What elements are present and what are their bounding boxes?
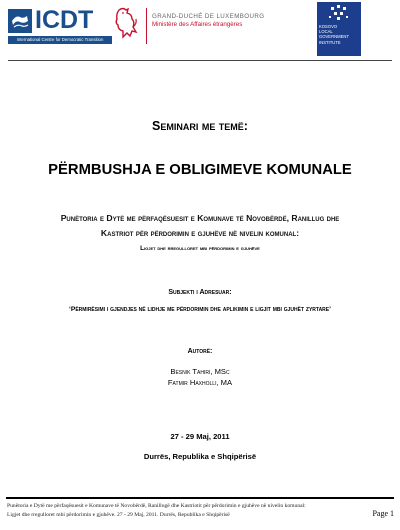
author-name: Besnik Tahiri, MSc [170, 367, 230, 376]
description-line: Kastriot për përdorimin e gjuhëve në nivelin komunal: [100, 228, 300, 238]
icdt-wordmark: ICDT [35, 6, 94, 34]
kosovo-line: INSTITUTE [319, 39, 341, 45]
kosovo-line: GOVERNMENT [319, 34, 350, 40]
luxembourg-lion-icon [113, 6, 139, 40]
kosovo-line: LOCAL [319, 29, 333, 35]
ministry-name: Ministère des Affaires étrangères [152, 21, 243, 28]
luxembourg-ministry-logo [152, 13, 264, 29]
globe-icon [8, 9, 32, 33]
seminar-title: Seminari me temë: [152, 119, 248, 133]
subject-text: ‘Përmirësimi i gjendjes në lidhje me përdorimin dhe aplikimin e ligjit mbi gjuhët zyrtare’ [69, 306, 331, 313]
event-place: Durrës, Republika e Shqipërisë [143, 452, 257, 461]
page-header [0, 0, 400, 62]
authors-label: Autorë: [187, 348, 213, 355]
footer-line: Ligjet dhe rregulloret mbi përdorimin e gjuhëve. 27 - 29 Maj, 2011. Durrës, Republika e Shqipërisë [7, 512, 230, 518]
footer-divider [6, 497, 394, 499]
kosovo-line: KOSOVO [319, 24, 338, 29]
header-divider [8, 60, 392, 61]
subject-label: Subjekti i Adresuar: [168, 289, 232, 296]
icdt-subtitle: International Centre for Democratic Transition [8, 36, 112, 44]
kosovo-institute-name [319, 24, 359, 45]
description-line: Punëtoria e Dytë me përfaqësuesit e Komunave të Novobërdë, Ranillug dhe [60, 213, 340, 223]
luxembourg-separator [146, 8, 147, 44]
icdt-logo [8, 6, 108, 45]
event-date: 27 - 29 Maj, 2011 [170, 432, 230, 441]
description-subtitle: Ligjet dhe rregulloret mbi përdorimin e gjuhëve [140, 245, 260, 252]
kosovo-institute-logo [317, 2, 361, 56]
author-name: Fatmir Haxholli, MA [167, 378, 233, 387]
luxembourg-title: GRAND-DUCHÉ DE LUXEMBOURG [152, 13, 265, 20]
star-cluster-icon [325, 4, 353, 24]
page-footer [7, 502, 347, 520]
main-title: PËRMBUSHJA E OBLIGIMEVE KOMUNALE [48, 162, 352, 178]
footer-line: Punëtoria e Dytë me përfaqësuesit e Komunave të Novobërdë, Ranillugë dhe Kastriotit për përdorimin e gjuhëve në nivelin komunal: [7, 503, 306, 509]
page-number: Page 1 [372, 509, 394, 518]
